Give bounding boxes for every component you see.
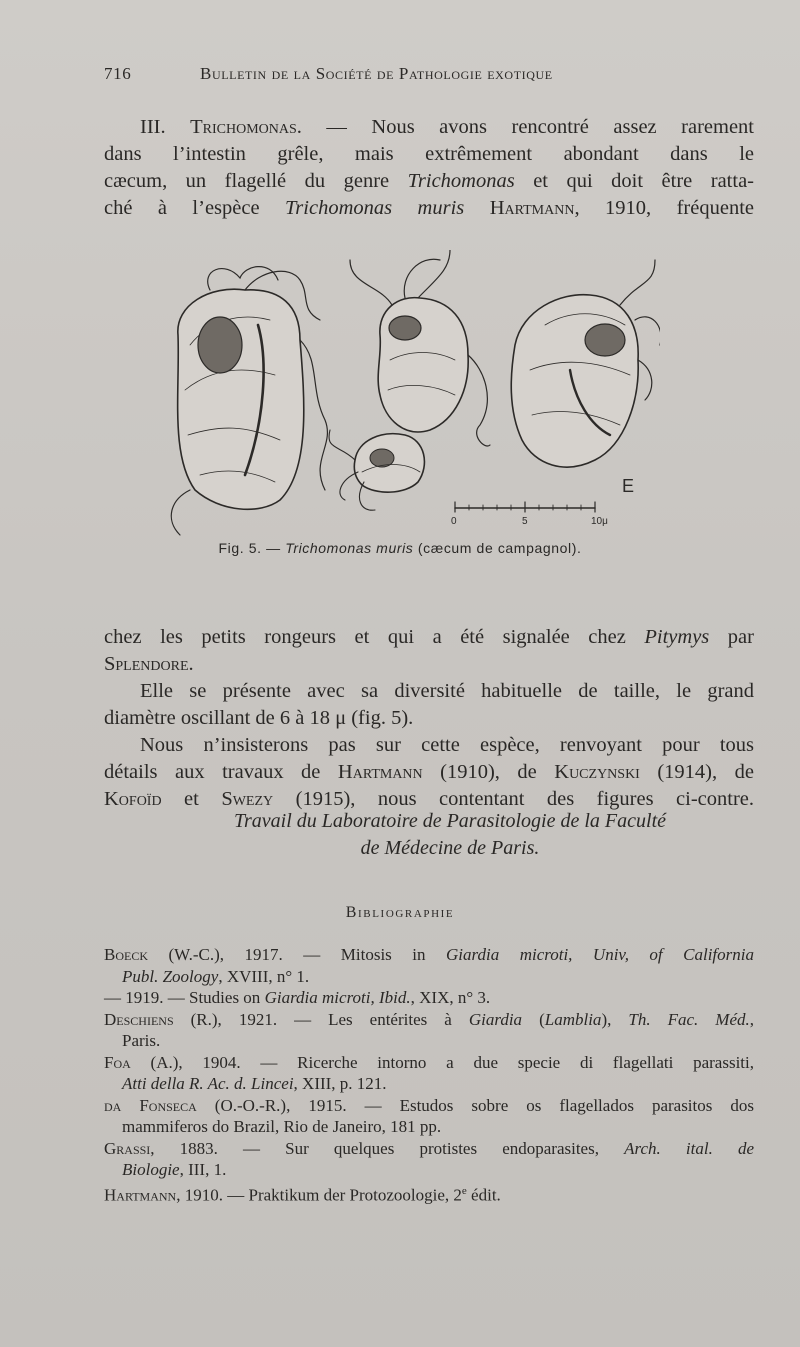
scale-label-5: 5 (522, 516, 528, 527)
bibliography-title: Bibliographie (345, 904, 455, 921)
trichomonas-figure (150, 250, 660, 540)
trichomonas-cell-right (511, 260, 660, 467)
body-line-5: Nous n’insisterons pas sur cette espèce, renvoyant pour tous (140, 734, 754, 756)
body-line-3: Elle se présente avec sa diversité habituelle de taille, le grand (140, 680, 754, 702)
bib-entry: — 1919. — Studies on Giardia microti, Ibid., XIX, n° 3. (104, 988, 491, 1007)
body-line-6: détails aux travaux de Hartmann (1910), de Kuczynski (1914), de (104, 761, 754, 783)
trichomonas-cell-bottom-small (329, 430, 424, 510)
intro-line-3: cæcum, un flagellé du genre Trichomonas et qui doit être ratta- (104, 170, 754, 192)
scale-label-10: 10μ (591, 516, 608, 527)
body-line-2: Splendore. (104, 653, 194, 675)
trichomonas-cell-top-middle (350, 250, 490, 446)
bib-entry: da Fonseca (O.-O.-R.), 1915. — Estudos sobre os flagellados parasitos dos mammiferos do Brazil, Rio de Janeiro, 181 pp. (104, 1095, 754, 1136)
bibliography-list (104, 944, 754, 1206)
bib-entry: Deschiens (R.), 1921. — Les entérites à Giardia (Lamblia), Th. Fac. Méd., Paris. (104, 1009, 754, 1050)
intro-line-4: ché à l’espèce Trichomonas muris Hartmann, 1910, fréquente (104, 197, 755, 219)
intro-line-2: dans l’intestin grêle, mais extrêmement abondant dans le (104, 143, 754, 165)
scale-bar (455, 502, 595, 512)
body-line-7: Kofoïd et Swezy (1915), nous contentant des figures ci-contre. (104, 788, 755, 810)
bib-entry: Grassi, 1883. — Sur quelques protistes endoparasites, Arch. ital. de Biologie, III, 1. (104, 1138, 754, 1179)
running-title: Bulletin de la Société de Pathologie exotique (200, 64, 553, 83)
bib-entry: Foa (A.), 1904. — Ricerche intorno a due specie di flagellati parassiti, Atti della R. Ac. d. Lincei, XIII, p. 121. (104, 1052, 754, 1093)
body-line-1: chez les petits rongeurs et qui a été signalée chez Pitymys par (104, 626, 754, 648)
intro-line-1: III. Trichomonas. — Nous avons rencontré assez rarement (140, 116, 754, 138)
trichomonas-cell-left (171, 267, 327, 535)
page-number: 716 (104, 64, 132, 83)
laboratory-credit: Travail du Laboratoire de Parasitologie de la Faculté de Médecine de Paris. (233, 810, 666, 859)
bib-entry: Hartmann, 1910. — Praktikum der Protozoologie, 2e édit. (104, 1184, 501, 1205)
bib-entry: Boeck (W.-C.), 1917. — Mitosis in Giardia microti, Univ, of California Publ. Zoology, XVIII, n° 1. (104, 945, 754, 986)
body-text (104, 624, 754, 813)
figure-caption: Fig. 5. — Trichomonas muris (cæcum de campagnol). (218, 540, 582, 556)
body-line-4: diamètre oscillant de 6 à 18 μ (fig. 5). (104, 707, 414, 729)
intro-paragraph (104, 114, 754, 222)
artist-mark: E (622, 476, 635, 496)
running-header (104, 64, 754, 92)
scale-label-0: 0 (451, 516, 457, 527)
